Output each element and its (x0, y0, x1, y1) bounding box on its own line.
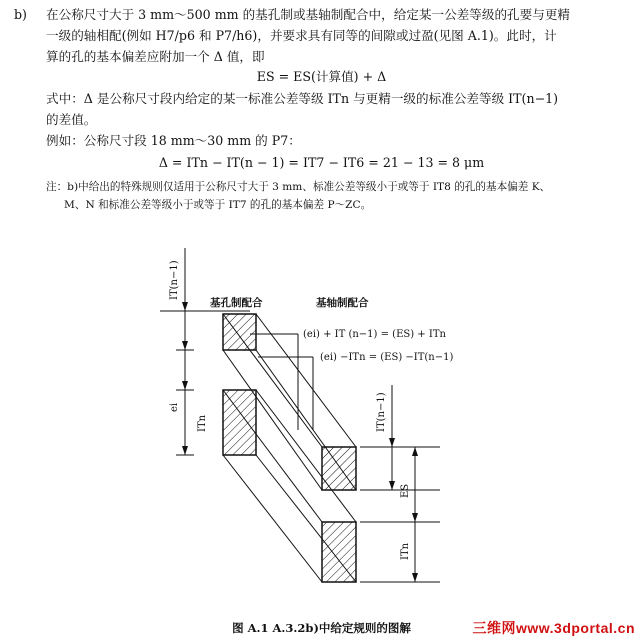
definition-line-2: 的差值。 (46, 112, 97, 127)
shaft-block-upper (322, 447, 356, 490)
annotation-2: (ei) −ITn = (ES) −IT(n−1) (320, 352, 454, 363)
dim-right-es: ES (400, 483, 411, 498)
note-line-2: M、N 和标准公差等级小于或等于 IT7 的孔的基本偏差 P～ZC。 (64, 199, 372, 211)
watermark: 三维网www.3dportal.cn (472, 620, 635, 636)
shaft-block-lower (322, 522, 356, 582)
hole-block-upper (223, 314, 256, 350)
paragraph-line-2: 一级的轴相配(例如 H7/p6 和 P7/h6)，并要求具有同等的间隙或过盈(见图 A.1)。此时，计 (46, 28, 557, 43)
dim-left-itn: ITn (197, 414, 208, 432)
dim-left-ei: ei (169, 402, 180, 412)
definition-line-1: 式中：Δ 是公称尺寸段内给定的某一标准公差等级 ITn 与更精一级的标准公差等级 IT(n−1) (46, 91, 559, 106)
paragraph-line-3: 算的孔的基本偏差应附加一个 Δ 值，即 (46, 49, 265, 64)
dim-right-it-n-1: IT(n−1) (376, 392, 387, 432)
label-hole-basis: 基孔制配合 (210, 297, 263, 309)
label-shaft-basis: 基轴制配合 (316, 297, 369, 309)
hole-block-lower (223, 390, 256, 455)
annotation-1: (ei) + IT (n−1) = (ES) + ITn (303, 329, 446, 340)
formula-es: ES = ES(计算值) + Δ (256, 69, 387, 84)
figure-caption: 图 A.1 A.3.2b)中给定规则的图解 (232, 621, 411, 635)
item-marker: b) (14, 7, 27, 22)
formula-delta: Δ = ITn − IT(n − 1) = IT7 − IT6 = 21 − 13 = 8 μm (158, 155, 485, 170)
example-line: 例如：公称尺寸段 18 mm～30 mm 的 P7： (46, 133, 301, 148)
note-line-1: 注：b)中给出的特殊规则仅适用于公称尺寸大于 3 mm、标准公差等级小于或等于 IT8 的孔的基本偏差 K、 (46, 181, 551, 193)
dim-right-itn: ITn (400, 542, 411, 560)
dim-left-it-n-1: IT(n−1) (169, 260, 180, 300)
paragraph-line-1: 在公称尺寸大于 3 mm～500 mm 的基孔制或基轴制配合中，给定某一公差等级的孔要与更精 (46, 7, 571, 22)
